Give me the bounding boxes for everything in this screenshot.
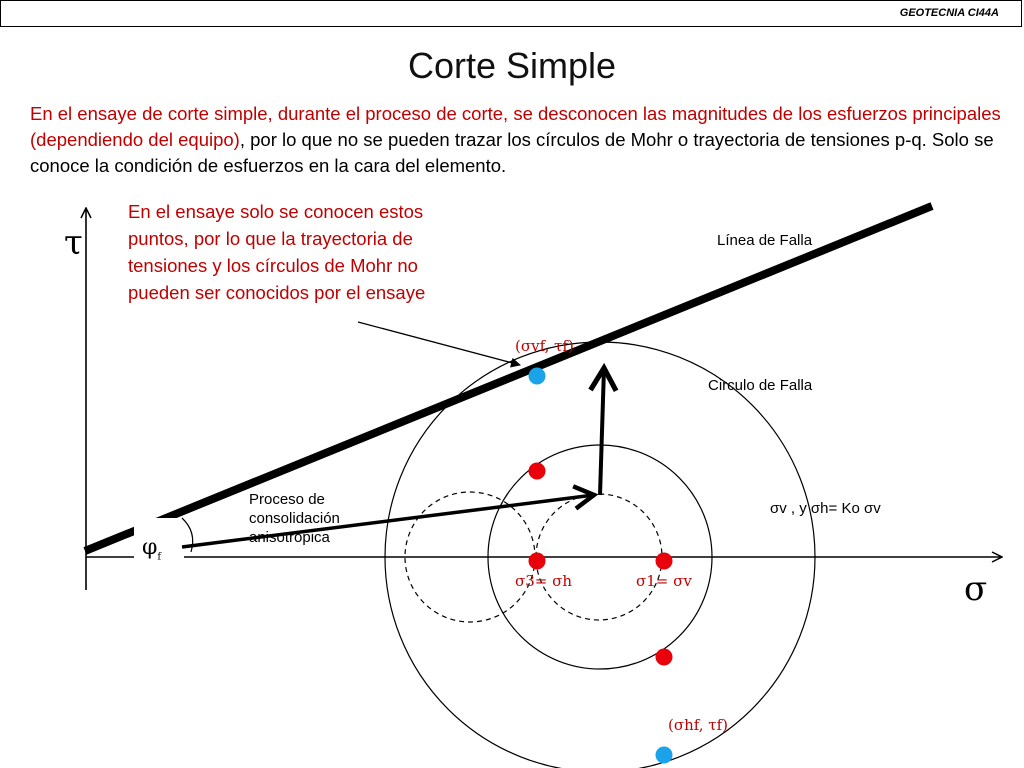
failure-line-label: Línea de Falla — [717, 232, 813, 249]
intro-black-text: , por lo que no se pueden trazar los círculos de Mohr o trayectoria de tensiones p-q. Solo se conoce la condición de esfuerzos en la cara del elemento. — [30, 129, 994, 176]
intro-red-text: En el ensaye de corte simple, durante el proceso de corte, se desconocen las magnitudes de los esfuerzos principales (dependiendo del equipo) — [30, 103, 1001, 150]
point-red-sigma1 — [656, 553, 673, 570]
consolidation-label: Proceso de consolidación anisotrópica — [249, 491, 340, 546]
point-hf-label: (σhf, τf) — [668, 716, 729, 734]
phi-subscript: f — [157, 551, 162, 563]
point-red-lower — [656, 649, 673, 666]
note-text: En el ensaye solo se conocen estos puntos, por lo que la trayectoria de tensiones y los círculos de Mohr no pueden ser conocidos por el ensaye — [128, 201, 426, 303]
point-red-sigma3 — [529, 553, 546, 570]
point-hf-blue — [656, 747, 673, 764]
phi-symbol: φ — [142, 535, 158, 560]
note-pointer-arrow — [358, 322, 520, 365]
sigma-relation-label: σv , y σh= Ko σv — [770, 500, 881, 517]
sigma3-label: σ3= σh — [515, 572, 573, 590]
sigma1-label: σ1= σv — [636, 572, 692, 590]
phi-label — [142, 536, 161, 569]
point-red-upper — [529, 463, 546, 480]
tau-label: τ — [64, 223, 83, 263]
sigma-label: σ — [964, 569, 988, 609]
shear-path — [600, 368, 604, 495]
course-label: GEOTECNIA CI44A — [899, 7, 999, 19]
point-vf-blue — [529, 368, 546, 385]
point-vf-label: (σvf, τf) — [515, 337, 574, 355]
slide-title: Corte Simple — [407, 45, 617, 86]
failure-circle-label: Circulo de Falla — [708, 377, 813, 394]
